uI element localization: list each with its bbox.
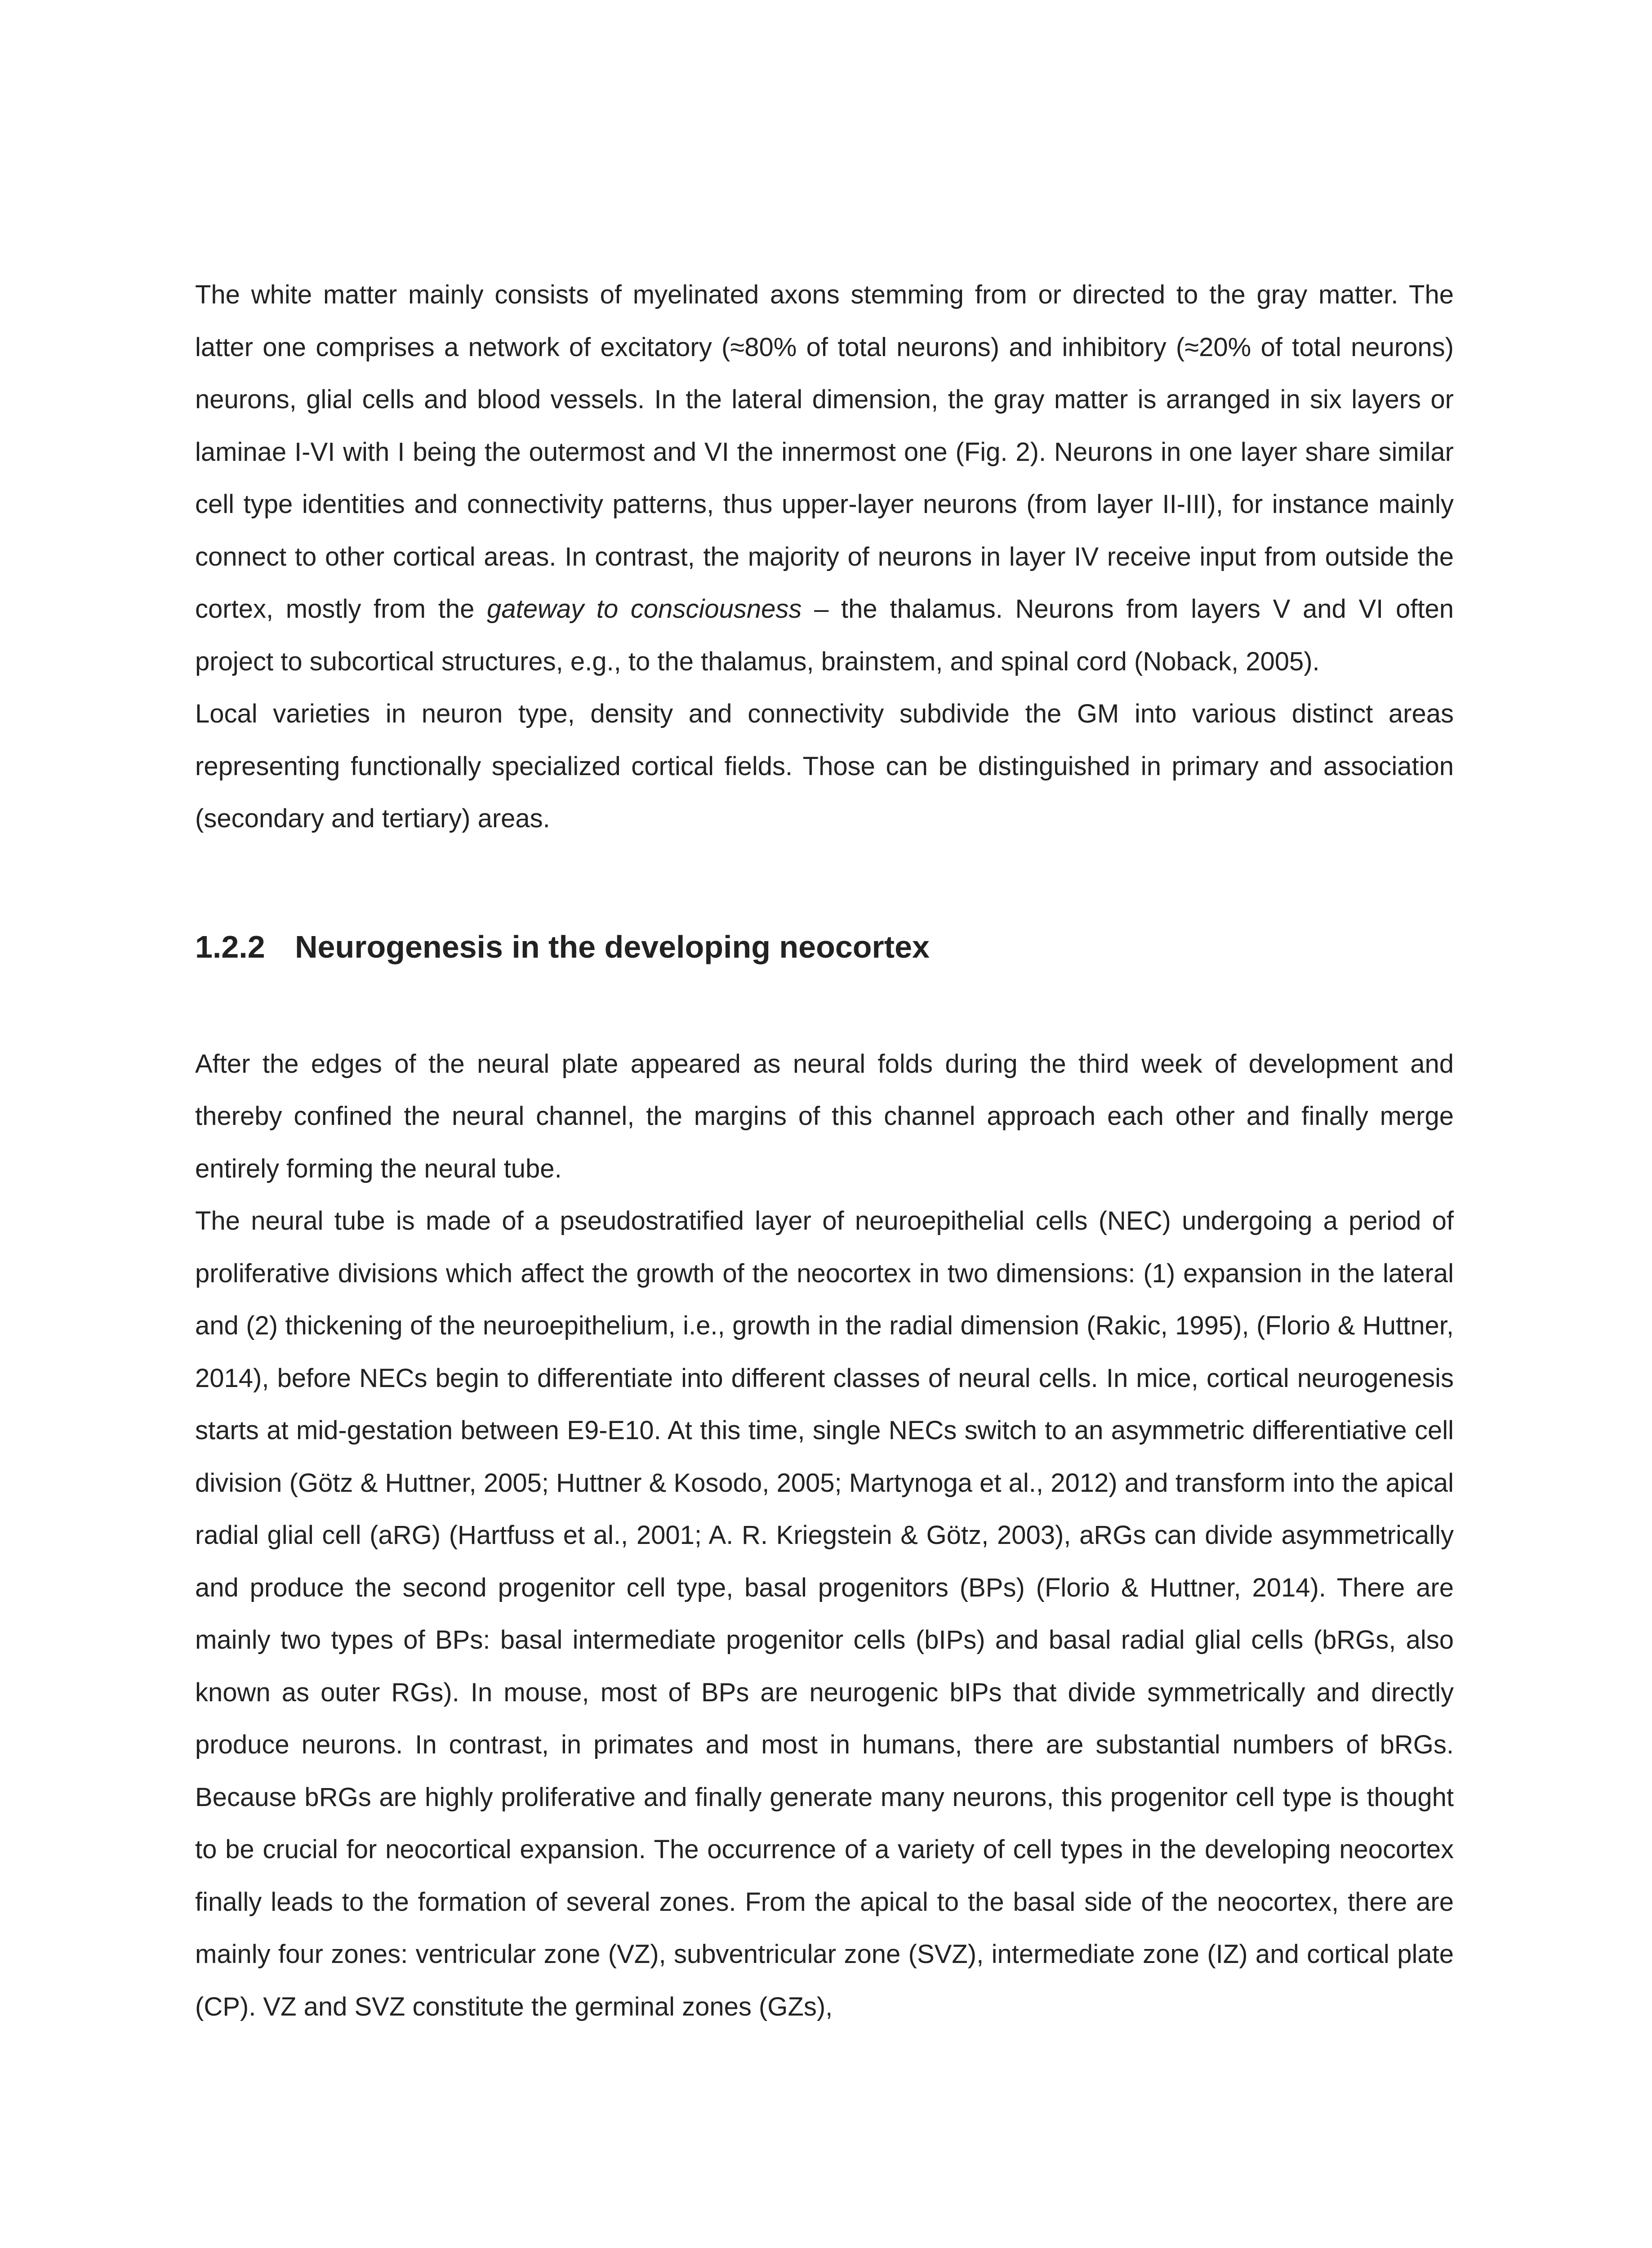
section-title: Neurogenesis in the developing neocortex [295,929,930,964]
section-heading [195,921,1454,973]
italic-term: gateway to consciousness [487,594,802,624]
heading-spacer [195,973,1454,1038]
section-number: 1.2.2 [195,929,265,964]
paragraph-neural-tube: The neural tube is made of a pseudostratified layer of neuroepithelial cells (NEC) undergoing a period of proliferative divisions which affect the growth of the neocortex in two dimensions: (1) expansion in the lateral and (2) thickening of the neuroepithelium, i.e., growth in the radial dimension (Rakic, 1995), (Florio & Huttner, 2014), before NECs begin to differentiate into different classes of neural cells. In mice, cortical neurogenesis starts at mid-gestation between E9-E10. At this time, single NECs switch to an asymmetric differentiative cell division (Götz & Huttner, 2005; Huttner & Kosodo, 2005; Martynoga et al., 2012) and transform into the apical radial glial cell (aRG) (Hartfuss et al., 2001; A. R. Kriegstein & Götz, 2003), aRGs can divide asymmetrically and produce the second progenitor cell type, basal progenitors (BPs) (Florio & Huttner, 2014). There are mainly two types of BPs: basal intermediate progenitor cells (bIPs) and basal radial glial cells (bRGs, also known as outer RGs). In mouse, most of BPs are neurogenic bIPs that divide symmetrically and directly produce neurons. In contrast, in primates and most in humans, there are substantial numbers of bRGs. Because bRGs are highly proliferative and finally generate many neurons, this progenitor cell type is thought to be crucial for neocortical expansion. The occurrence of a variety of cell types in the developing neocortex finally leads to the formation of several zones. From the apical to the basal side of the neocortex, there are mainly four zones: ventricular zone (VZ), subventricular zone (SVZ), intermediate zone (IZ) and cortical plate (CP). VZ and SVZ constitute the germinal zones (GZs), [195,1206,1454,2021]
paragraph-text: – the thalamus. Neurons from layers V and VI often project to subcortical structures, e.g., to the thalamus, brainstem, and spinal cord (Noback, 2005). [195,594,1454,676]
section-spacer [195,845,1454,921]
paragraph-text: The white matter mainly consists of myelinated axons stemming from or directed to the gray matter. The latter one comprises a network of excitatory (≈80% of total neurons) and inhibitory (≈20% of total neurons) neurons, glial cells and blood vessels. In the lateral dimension, the gray matter is arranged in six layers or laminae I-VI with I being the outermost and VI the innermost one (Fig. 2). Neurons in one layer share similar cell type identities and connectivity patterns, thus upper-layer neurons (from layer II-III), for instance mainly connect to other cortical areas. In contrast, the majority of neurons in layer IV receive input from outside the cortex, mostly from the [195,280,1454,624]
page-content [195,269,1454,2033]
paragraph-local-varieties: Local varieties in neuron type, density and connectivity subdivide the GM into various distinct areas representing functionally specialized cortical fields. Those can be distinguished in primary and association (secondary and tertiary) areas. [195,699,1454,833]
paragraph-neural-plate: After the edges of the neural plate appeared as neural folds during the third week of development and thereby confined the neural channel, the margins of this channel approach each other and finally merge entirely forming the neural tube. [195,1049,1454,1183]
paragraph-white-matter [195,269,1454,688]
